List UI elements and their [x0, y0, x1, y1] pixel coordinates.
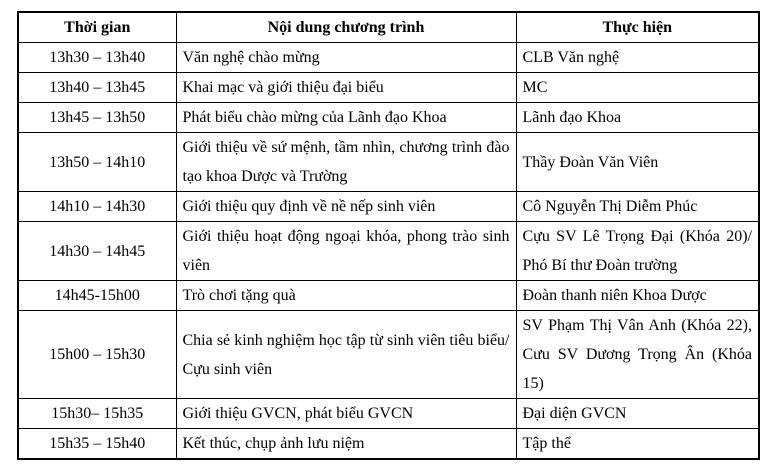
schedule-row: [18, 281, 759, 311]
performer-cell: MC: [516, 73, 759, 103]
performer-cell: Đoàn thanh niên Khoa Dược: [516, 281, 759, 311]
content-cell: Giới thiệu hoạt động ngoại khóa, phong trào sinh viên: [176, 222, 516, 281]
performer-cell: Cô Nguyễn Thị Diễm Phúc: [516, 192, 759, 222]
schedule-row: [18, 222, 759, 281]
content-cell: Giới thiệu về sứ mệnh, tầm nhìn, chương trình đào tạo khoa Dược và Trường: [176, 133, 516, 192]
time-cell: 14h10 – 14h30: [18, 192, 176, 222]
schedule-row: [18, 133, 759, 192]
schedule-row: [18, 429, 759, 460]
performer-cell: Tập thể: [516, 429, 759, 460]
content-cell: Phát biểu chào mừng của Lãnh đạo Khoa: [176, 103, 516, 133]
performer-cell: Lãnh đạo Khoa: [516, 103, 759, 133]
schedule-row: [18, 192, 759, 222]
content-cell: Giới thiệu quy định về nề nếp sinh viên: [176, 192, 516, 222]
time-cell: 14h30 – 14h45: [18, 222, 176, 281]
performer-cell: Thầy Đoàn Văn Viên: [516, 133, 759, 192]
performer-cell: SV Phạm Thị Vân Anh (Khóa 22), Cưu SV Dương Trọng Ân (Khóa 15): [516, 311, 759, 399]
schedule-row: [18, 73, 759, 103]
time-cell: 14h45-15h00: [18, 281, 176, 311]
time-cell: 13h50 – 14h10: [18, 133, 176, 192]
time-cell: 15h00 – 15h30: [18, 311, 176, 399]
column-header-time: Thời gian: [18, 12, 176, 43]
content-cell: Giới thiệu GVCN, phát biểu GVCN: [176, 399, 516, 429]
header-row: [18, 12, 759, 43]
performer-cell: Đại diện GVCN: [516, 399, 759, 429]
content-cell: Trò chơi tặng quà: [176, 281, 516, 311]
content-cell: Chia sẻ kinh nghiệm học tập từ sinh viên tiêu biểu/ Cựu sinh viên: [176, 311, 516, 399]
time-cell: 15h35 – 15h40: [18, 429, 176, 460]
column-header-performer: Thực hiện: [516, 12, 759, 43]
content-cell: Văn nghệ chào mừng: [176, 43, 516, 73]
time-cell: 13h45 – 13h50: [18, 103, 176, 133]
time-cell: 13h40 – 13h45: [18, 73, 176, 103]
program-schedule-table: [17, 11, 760, 460]
schedule-row: [18, 43, 759, 73]
content-cell: Kết thúc, chụp ảnh lưu niệm: [176, 429, 516, 460]
performer-cell: Cựu SV Lê Trọng Đại (Khóa 20)/ Phó Bí thư Đoàn trường: [516, 222, 759, 281]
schedule-row: [18, 311, 759, 399]
content-cell: Khai mạc và giới thiệu đại biểu: [176, 73, 516, 103]
column-header-content: Nội dung chương trình: [176, 12, 516, 43]
performer-cell: CLB Văn nghệ: [516, 43, 759, 73]
time-cell: 15h30– 15h35: [18, 399, 176, 429]
schedule-row: [18, 103, 759, 133]
time-cell: 13h30 – 13h40: [18, 43, 176, 73]
schedule-row: [18, 399, 759, 429]
